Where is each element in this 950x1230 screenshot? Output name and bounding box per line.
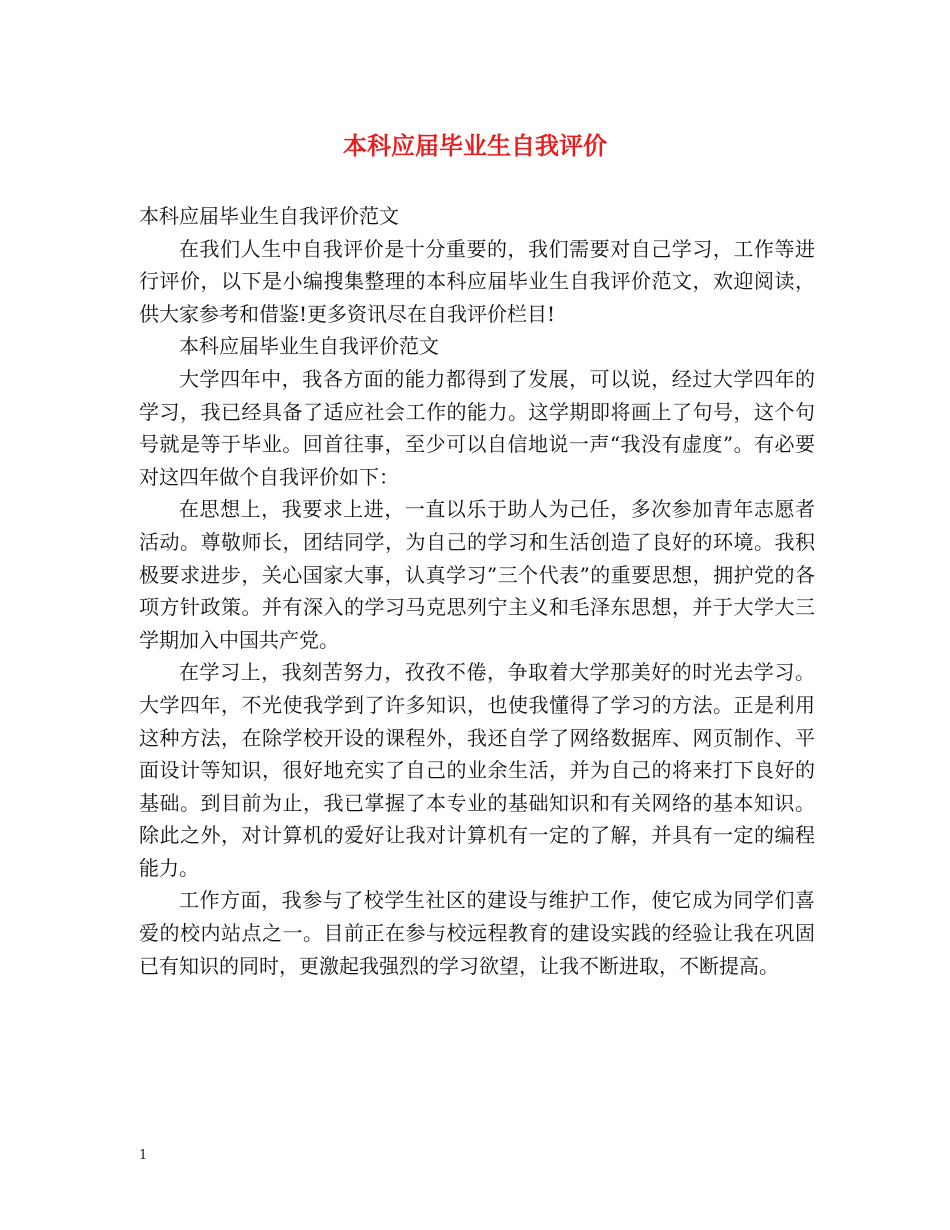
paragraph-work: 工作方面，我参与了校学生社区的建设与维护工作，使它成为同学们喜爱的校内站点之一。目前正在参与校远程教育的建设实践的经验让我在巩固已有知识的同时，更激起我强烈的学习欲望，让我不断进取，不断提高。: [139, 888, 815, 978]
page-number: 1: [139, 1148, 148, 1163]
paragraph-intro: 在我们人生中自我评价是十分重要的，我们需要对自己学习，工作等进行评价，以下是小编搜集整理的本科应届毕业生自我评价范文，欢迎阅读，供大家参考和借鉴!更多资讯尽在自我评价栏目!: [139, 236, 815, 326]
paragraph-overview: 大学四年中，我各方面的能力都得到了发展，可以说，经过大学四年的学习，我已经具备了适应社会工作的能力。这学期即将画上了句号，这个句号就是等于毕业。回首往事，至少可以自信地说一声“我没有虚度”。有必要对这四年做个自我评价如下：: [139, 366, 815, 489]
paragraph-subheading: 本科应届毕业生自我评价范文: [179, 334, 439, 359]
paragraph-thought: 在思想上，我要求上进，一直以乐于助人为己任，多次参加青年志愿者活动。尊敬师长，团结同学，为自己的学习和生活创造了良好的环境。我积极要求进步，关心国家大事，认真学习”三个代表”的重要思想，拥护党的各项方针政策。并有深入的学习马克思列宁主义和毛泽东思想，并于大学大三学期加入中国共产党。: [139, 497, 815, 652]
document-title: 本科应届毕业生自我评价: [343, 132, 607, 160]
paragraph-heading: 本科应届毕业生自我评价范文: [139, 204, 399, 228]
paragraph-study: 在学习上，我刻苦努力，孜孜不倦，争取着大学那美好的时光去学习。大学四年，不光使我学到了许多知识，也使我懂得了学习的方法。正是利用这种方法，在除学校开设的课程外，我还自学了网络数据库、网页制作、平面设计等知识，很好地充实了自己的业余生活，并为自己的将来打下良好的基础。到目前为止，我已掌握了本专业的基础知识和有关网络的基本知识。除此之外，对计算机的爱好让我对计算机有一定的了解，并具有一定的编程能力。: [139, 660, 815, 880]
document-body: [139, 200, 815, 982]
